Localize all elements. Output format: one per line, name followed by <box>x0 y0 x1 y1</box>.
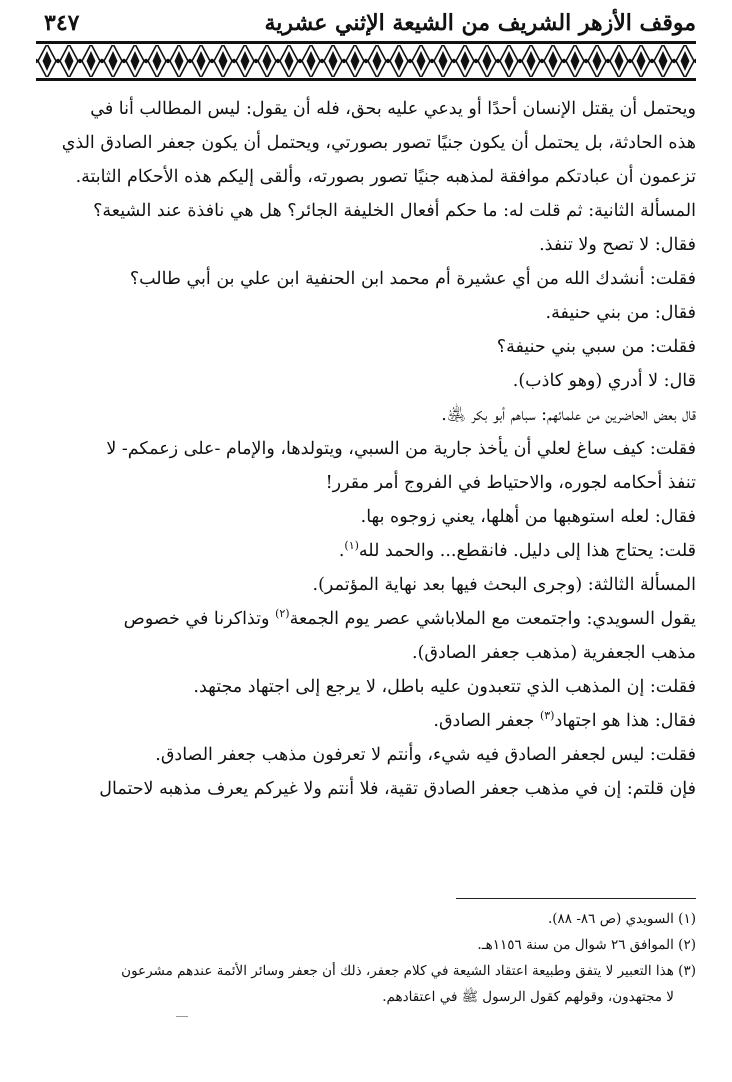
footnote-2: (٢) الموافق ٢٦ شوال من سنة ١١٥٦هـ. <box>477 937 696 953</box>
text-line: المسألة الثانية: ثم قلت له: ما حكم أفعال الخليفة الجائر؟ هل هي نافذة عند الشيعة؟ <box>93 201 696 221</box>
text-line: قال بعض الحاضرين من علمائهم: سباهم أبو بكر ﵁. <box>441 405 696 425</box>
text-line: ويحتمل أن يقتل الإنسان أحدًا أو يدعي عليه بحق، فله أن يقول: ليس المطالب أنا في <box>90 99 696 119</box>
text-segment: فقال: هذا هو اجتهاد <box>554 711 696 731</box>
text-line: مذهب الجعفرية (مذهب جعفر الصادق). <box>412 643 696 663</box>
body-text <box>32 92 696 806</box>
text-line: فقلت: إن المذهب الذي تتعبدون عليه باطل، لا يرجع إلى اجتهاد مجتهد. <box>193 677 696 697</box>
ornamental-border <box>36 40 696 82</box>
text-line: هذه الحادثة، بل يحتمل أن يكون جنيًا تصور بصورتي، ويحتمل أن يكون جعفر الصادق الذي <box>61 133 696 153</box>
footnote-ref-2: (٢) <box>275 607 290 621</box>
text-line: فقلت: أنشدك الله من أي عشيرة أم محمد ابن الحنفية ابن علي بن أبي طالب؟ <box>129 269 696 289</box>
footnotes <box>32 906 696 1010</box>
text-line: فقلت: كيف ساغ لعلي أن يأخذ جارية من السبي، ويتولدها، والإمام -على زعمكم- لا <box>106 439 696 459</box>
text-segment: قلت: يحتاج هذا إلى دليل. فانقطع... والحمد لله <box>358 541 696 561</box>
footnote-ref-3: (٣) <box>539 709 555 723</box>
text-line <box>32 602 696 636</box>
page-number: ٣٤٧ <box>44 10 80 36</box>
text-line: قال: لا أدري (وهو كاذب). <box>512 371 696 391</box>
text-line: فقلت: ليس لجعفر الصادق فيه شيء، وأنتم لا تعرفون مذهب جعفر الصادق. <box>155 745 696 765</box>
text-line: فقال: من بني حنيفة. <box>545 303 696 323</box>
header-title: موقف الأزهر الشريف من الشيعة الإثني عشرية <box>264 10 696 36</box>
text-line: فإن قلتم: إن في مذهب جعفر الصادق تقية، فلا أنتم ولا غيركم يعرف مذهبه لاحتمال <box>99 779 696 799</box>
text-line: قلت: يحتاج هذا إلى دليل. فانقطع... والحمد لله$^{(١)}$. <box>338 539 696 561</box>
text-line: تنفذ أحكامه لجوره، والاحتياط في الفروج أمر مقرر! <box>325 473 696 493</box>
running-header <box>36 8 696 38</box>
footnote-3-continued: لا مجتهدون، وقولهم كقول الرسول ﷺ في اعتقادهم. <box>382 989 674 1005</box>
footnote-1: (١) السويدي (ص ٨٦- ٨٨). <box>547 911 696 927</box>
text-line <box>32 704 696 738</box>
text-line: فقلت: من سبي بني حنيفة؟ <box>496 337 696 357</box>
footnote-separator <box>456 898 696 899</box>
text-line: المسألة الثالثة: (وجرى البحث فيها بعد نهاية المؤتمر). <box>312 575 696 595</box>
text-line: تزعمون أن عبادتكم موافقة لمذهبه جنيًا تصور بصورته، وألقى إليكم هذه الأحكام الثابتة. <box>75 167 696 187</box>
print-mark <box>176 1016 188 1017</box>
text-line: فقال: لعله استوهبها من أهلها، يعني زوجوه بها. <box>360 507 696 527</box>
text-segment: يقول السويدي: واجتمعت مع الملاباشي عصر يوم الجمعة <box>289 609 696 629</box>
footnote-3: (٣) هذا التعبير لا يتفق وطبيعة اعتقاد الشيعة في كلام جعفر، ذلك أن جعفر وسائر الأئمة عندهم مشرعون <box>121 963 696 979</box>
footnote-ref-1: (١) <box>344 539 359 553</box>
text-line: فقال: لا تصح ولا تنفذ. <box>539 235 696 255</box>
text-segment: وتذاكرنا في خصوص <box>123 609 270 629</box>
text-segment: جعفر الصادق. <box>433 711 535 731</box>
